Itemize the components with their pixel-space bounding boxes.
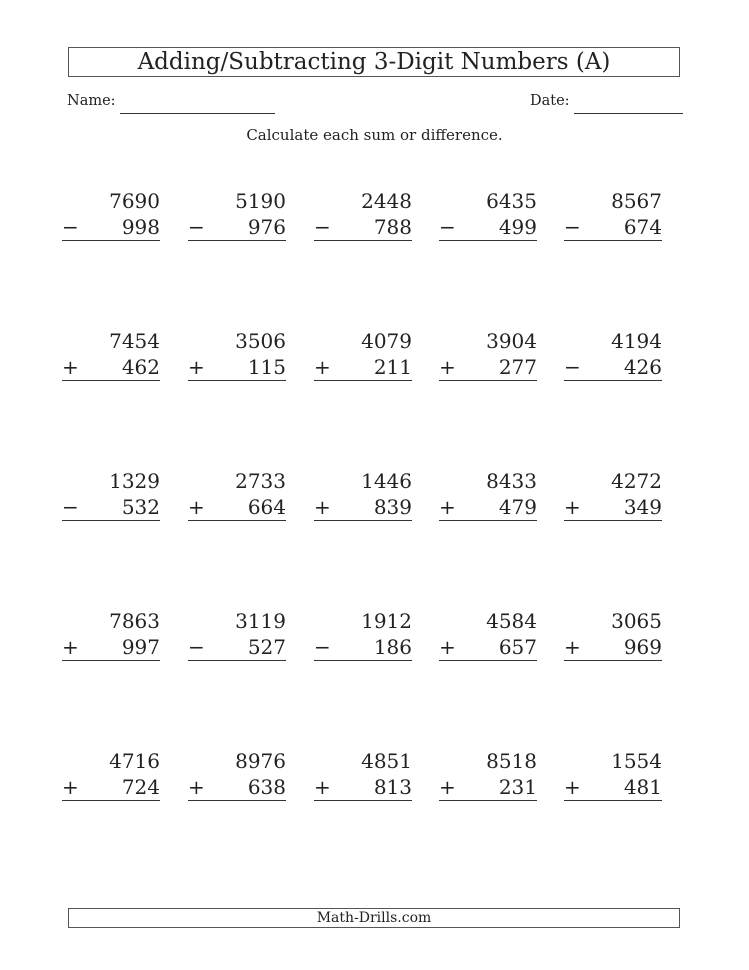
operator-sign: +	[439, 775, 456, 799]
problem-bottom-row	[564, 214, 662, 241]
problem-top-number: 3904	[486, 329, 537, 353]
problem-bottom-row	[439, 634, 537, 661]
problem-top-number: 4079	[361, 329, 412, 353]
problem-17	[188, 608, 286, 661]
problem-11	[62, 468, 160, 521]
operator-sign: −	[62, 495, 79, 519]
operator-sign: +	[188, 775, 205, 799]
problem-bottom-number: 813	[373, 775, 412, 799]
problem-bottom-row	[188, 494, 286, 521]
problem-bottom-number: 499	[498, 215, 537, 239]
problem-25	[564, 748, 662, 801]
operator-sign: +	[62, 635, 79, 659]
problem-6	[62, 328, 160, 381]
problem-bottom-number: 657	[498, 635, 537, 659]
operator-sign: +	[439, 635, 456, 659]
problem-top-number: 7863	[109, 609, 160, 633]
problem-top-number: 8433	[486, 469, 537, 493]
problem-12	[188, 468, 286, 521]
problem-bottom-row	[188, 634, 286, 661]
problem-bottom-number: 426	[623, 355, 662, 379]
problem-bottom-number: 788	[373, 215, 412, 239]
problem-bottom-row	[314, 494, 412, 521]
problem-5	[564, 188, 662, 241]
problem-top-number: 3065	[611, 609, 662, 633]
operator-sign: +	[439, 355, 456, 379]
problem-7	[188, 328, 286, 381]
problem-8	[314, 328, 412, 381]
problem-bottom-row	[314, 634, 412, 661]
problem-23	[314, 748, 412, 801]
problem-21	[62, 748, 160, 801]
problem-top-number: 4194	[611, 329, 662, 353]
problem-bottom-number: 997	[121, 635, 160, 659]
problem-bottom-number: 277	[498, 355, 537, 379]
operator-sign: +	[564, 775, 581, 799]
operator-sign: +	[314, 495, 331, 519]
date-label: Date:	[530, 93, 570, 109]
problem-top-number: 2448	[361, 189, 412, 213]
problem-bottom-row	[439, 494, 537, 521]
problem-bottom-row	[62, 494, 160, 521]
problem-bottom-row	[188, 214, 286, 241]
problem-top-number: 3119	[235, 609, 286, 633]
problem-bottom-number: 115	[247, 355, 286, 379]
problem-13	[314, 468, 412, 521]
problem-bottom-row	[564, 634, 662, 661]
problem-bottom-row	[564, 774, 662, 801]
problem-top-number: 4851	[361, 749, 412, 773]
problem-top-number: 7454	[109, 329, 160, 353]
problem-bottom-row	[62, 214, 160, 241]
problem-top-number: 2733	[235, 469, 286, 493]
problem-bottom-row	[439, 354, 537, 381]
problem-19	[439, 608, 537, 661]
problem-top-number: 1554	[611, 749, 662, 773]
operator-sign: +	[188, 355, 205, 379]
problem-bottom-row	[314, 354, 412, 381]
problem-top-number: 1446	[361, 469, 412, 493]
problem-bottom-row	[314, 774, 412, 801]
operator-sign: −	[314, 215, 331, 239]
operator-sign: −	[188, 635, 205, 659]
problem-bottom-row	[62, 774, 160, 801]
problem-2	[188, 188, 286, 241]
problem-18	[314, 608, 412, 661]
problem-top-number: 8976	[235, 749, 286, 773]
problem-bottom-number: 839	[373, 495, 412, 519]
problem-bottom-number: 211	[373, 355, 412, 379]
name-label: Name:	[67, 93, 116, 109]
operator-sign: +	[314, 775, 331, 799]
operator-sign: −	[188, 215, 205, 239]
problem-top-number: 4272	[611, 469, 662, 493]
problem-3	[314, 188, 412, 241]
problem-bottom-row	[439, 774, 537, 801]
problem-bottom-row	[62, 354, 160, 381]
problem-bottom-number: 481	[623, 775, 662, 799]
problem-bottom-row	[188, 354, 286, 381]
problem-9	[439, 328, 537, 381]
problem-bottom-number: 638	[247, 775, 286, 799]
problem-top-number: 8518	[486, 749, 537, 773]
problem-top-number: 4716	[109, 749, 160, 773]
problem-10	[564, 328, 662, 381]
problem-bottom-number: 186	[373, 635, 412, 659]
operator-sign: −	[314, 635, 331, 659]
problem-top-number: 3506	[235, 329, 286, 353]
operator-sign: +	[62, 355, 79, 379]
problem-bottom-number: 532	[121, 495, 160, 519]
problem-bottom-number: 724	[121, 775, 160, 799]
operator-sign: −	[564, 215, 581, 239]
operator-sign: +	[439, 495, 456, 519]
problem-16	[62, 608, 160, 661]
footer-source: Math-Drills.com	[68, 908, 680, 928]
operator-sign: +	[314, 355, 331, 379]
problem-top-number: 5190	[235, 189, 286, 213]
operator-sign: +	[564, 495, 581, 519]
problem-22	[188, 748, 286, 801]
operator-sign: +	[188, 495, 205, 519]
problem-top-number: 7690	[109, 189, 160, 213]
problem-14	[439, 468, 537, 521]
problem-top-number: 1329	[109, 469, 160, 493]
problem-4	[439, 188, 537, 241]
problem-bottom-row	[439, 214, 537, 241]
problem-15	[564, 468, 662, 521]
problem-bottom-number: 349	[623, 495, 662, 519]
problem-bottom-row	[62, 634, 160, 661]
instructions: Calculate each sum or difference.	[246, 126, 503, 144]
problem-bottom-row	[188, 774, 286, 801]
problem-bottom-number: 479	[498, 495, 537, 519]
problem-top-number: 6435	[486, 189, 537, 213]
problem-bottom-number: 674	[623, 215, 662, 239]
problem-bottom-row	[564, 494, 662, 521]
problem-bottom-number: 527	[247, 635, 286, 659]
problem-top-number: 8567	[611, 189, 662, 213]
operator-sign: −	[439, 215, 456, 239]
worksheet-title: Adding/Subtracting 3-Digit Numbers (A)	[68, 47, 680, 77]
problem-bottom-number: 462	[121, 355, 160, 379]
problem-bottom-number: 976	[247, 215, 286, 239]
operator-sign: −	[564, 355, 581, 379]
problem-bottom-number: 998	[121, 215, 160, 239]
problem-24	[439, 748, 537, 801]
operator-sign: −	[62, 215, 79, 239]
problem-top-number: 4584	[486, 609, 537, 633]
problem-bottom-row	[314, 214, 412, 241]
problem-bottom-row	[564, 354, 662, 381]
problem-bottom-number: 664	[247, 495, 286, 519]
problem-1	[62, 188, 160, 241]
operator-sign: +	[62, 775, 79, 799]
problem-bottom-number: 969	[623, 635, 662, 659]
problem-top-number: 1912	[361, 609, 412, 633]
problem-bottom-number: 231	[498, 775, 537, 799]
problem-20	[564, 608, 662, 661]
operator-sign: +	[564, 635, 581, 659]
